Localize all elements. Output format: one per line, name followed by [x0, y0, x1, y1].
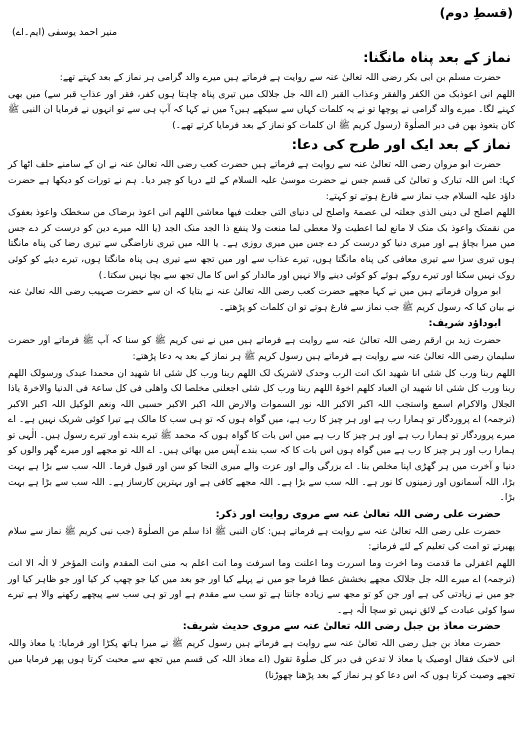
subheading-hazrat-ali: حضرت علی رضی اللہ تعالیٰ عنہ سے مروی روایت اور ذکر:: [215, 508, 501, 520]
paragraph: حضرت مسلم بن ابی بکر رضی اللہ تعالیٰ عنہ سے روایت ہے فرماتے ہیں میرے والد گرامی ہر نماز کے بعد کہتے تھے:: [59, 72, 501, 83]
author-line: منیر احمد یوسفی (ایم۔اے): [12, 27, 118, 38]
paragraph: حضرت ابو مروان رضی اللہ تعالیٰ عنہ سے روایت ہے فرماتے ہیں حضرت کعب رضی اللہ تعالیٰ عنہ نے ان کے سامنے حلف اٹھا کر کہا: اس اللہ تبارک و تعالیٰ کی قسم جس نے حضرت موسیٰ علیہ السلام کے لئے دریا کو چیر دیا۔ ہم نے تورات کو دیکھا ہے حضرت داؤد علیہ السلام جب نماز سے فارغ ہوتے تو کہتے:: [8, 159, 515, 202]
section-heading-another-dua: نماز کے بعد ایک اور طرح کی دعا:: [291, 137, 511, 154]
paragraph: ابو مروان فرماتے ہیں میں نے کہا مجھے حضرت کعب رضی اللہ تعالیٰ عنہ نے بتایا کہ ان سے حضرت صہیب رضی اللہ تعالیٰ عنہ نے بیان کیا کہ رسول کریم ﷺ جب نماز سے فارغ ہوتے تو ان کلمات کو پڑھتے۔: [8, 286, 515, 313]
section-heading-seeking-refuge: نماز کے بعد پناہ مانگنا:: [363, 50, 511, 66]
paragraph: حضرت زید بن ارقم رضی اللہ تعالیٰ عنہ سے روایت ہے فرماتے ہیں میں نے نبی کریم ﷺ کو سنا کہ آپ ﷺ فرماتے اور حضرت سلیمان رضی اللہ تعالیٰ عنہ سے روایت ہے فرماتے ہیں رسول کریم ﷺ ہر نماز کے بعد یہ دعا پڑھتے:: [8, 335, 515, 362]
paragraph-dua: اللھم ربنا ورب کل شئی انا شھید انک انت الرب وحدک لاشریک لک اللھم ربنا ورب کل شئی انا شھید ان محمدا عبدک ورسولک اللھم ربنا ورب کل شئی انا شھید ان العباد کلھم اخوۃ اللھم ربنا ورب کل شئی اجعلنی مخلصا لک واھلی فی کل ساعۃ فی الدنیا والاخرۃ یاذا الجلال والاکرام اسمع واستجب اللہ اکبر الاکبر اللہ نور السموات والارض اللہ اکبر الاکبر حسبی اللہ ونعم الوکیل اللہ اکبر الاکبر (ترجمہ) اے پروردگار تو ہمارا رب ہے اور ہر چیز کا رب ہے، میں گواہ ہوں کہ تو ہی سب کا مالک ہے تیرا کوئی شریک نہیں ہے۔ اے میرے پروردگار تو ہمارا رب ہے اور ہر چیز کا رب ہے میں اس بات کا گواہ ہوں کہ محمد ﷺ تیرے بندے اور تیرے رسول ہیں۔ الٰہی تو ہمارا رب اور ہر چیز کا رب ہے میں گواہ ہوں اس بات کا کہ سب بندے آپس میں بھائی ہیں۔ اے اللہ تو مجھے اور میرے گھر والوں کو دنیا و آخرت میں ہر گھڑی اپنا مخلص بنا۔ اے بزرگی والے اور عزت والے میری التجا کو سن اور قبول فرما۔ اللہ سب سے بڑا ہے بہت بڑا، اللہ آسمانوں اور زمینوں کا نور ہے۔ اللہ سب سے بڑا ہے۔ اللہ مجھے کافی ہے اور بہترین کارساز ہے۔ اللہ سب سے بڑا ہے بہت بڑا۔: [8, 367, 515, 504]
paragraph-dua: اللھم اصلح لی دینی الذی جعلتہ لی عصمۃ واصلح لی دنیای التی جعلت فیھا معاشی اللھم انی اعوذ برضاک من سخطک واعوذ بعفوک من نقمتک واعوذ بک منک لا مانع لما اعطیت ولا معطی لما منعت ولا ینفع ذا الجد منک الجد (یا اللہ میرے دین کو درست کر دے جس میں میرا بچاؤ ہے اور میری دنیا کو درست کر دے جس میں میری روزی ہے۔ یا اللہ میں تیری ناراضگی سے تیری رضا کی پناہ مانگتا ہوں تیری سزا سے تیری معافی کی پناہ مانگتا ہوں، تیرے عذاب سے اور میں تجھ سے تیری ہی پناہ مانگتا ہوں، تیرے دیئے کو کوئی روک نہیں سکتا اور تیرے روکے ہوئے کو کوئی دینے والا نہیں اور مالدار کو اس کا مال تجھ سے بچا نہیں سکتا۔): [8, 207, 515, 281]
paragraph: حضرت معاذ بن جبل رضی اللہ تعالیٰ عنہ سے روایت ہے فرماتے ہیں رسول کریم ﷺ نے میرا ہاتھ پکڑا اور فرمایا: یا معاذ واللہ انی لاحبک فقال اوصیک یا معاذ لا تدعن فی دبر کل صلٰوۃ تقول (اے معاذ اللہ کی قسم میں تجھ سے محبت کرتا ہوں پھر فرمایا میں تجھے وصیت کرتا ہوں کہ اس دعا کو ہر نماز کے بعد پڑھنا چھوڑنا): [8, 638, 515, 681]
subheading-abu-dawud: ابوداؤد شریف:: [428, 318, 501, 330]
paragraph-dua: اللھم اغفرلی ما قدمت وما اخرت وما اسررت وما اعلنت وما اسرفت وما انت اعلم بہ منی انت المقدم وانت المؤخر لا الٰہ الا انت (ترجمہ) اے میرے اللہ جل جلالک مجھے بخشش عطا فرما جو میں نے پہلے کیا اور جو بعد میں کیا جو چھپ کر کیا اور جو ظاہر کیا اور جو میں نے زیادتی کی ہے اور جن کو تو مجھ سے زیادہ جانتا ہے تو سب سے مقدم ہے اور تو ہی سب سے پیچھے رکھنے والا ہے تیرے سوا کوئی عبادت کے لائق نہیں تو سچا الٰہ ہے۔: [8, 558, 515, 616]
part-label: (قسطِ دوم): [439, 5, 513, 20]
subheading-muadh-bin-jabal: حضرت معاذ بن جبل رضی اللہ تعالیٰ عنہ سے مروی حدیث شریف:: [182, 621, 501, 633]
paragraph: حضرت علی رضی اللہ تعالیٰ عنہ سے روایت ہے فرماتے ہیں: کان النبی ﷺ اذا سلم من الصلٰوۃ (جب نبی کریم ﷺ نماز سے سلام پھیرتے تو امت کی تعلیم کے لئے فرماتے:: [8, 525, 515, 553]
paragraph-dua: اللھم انی اعوذبک من الکفر والفقر وعذاب القبر (اے اللہ جل جلالک میں تیری پناہ چاہتا ہوں کفر، فقر اور عذابِ قبر سے) میں بھی کہنے لگا۔ میرے والد گرامی نے پوچھا تو نے یہ کلمات کہاں سے سیکھے ہیں؟ میں نے کہا کہ آپ ہی سے تو انہوں نے فرمایا ان النبی ﷺ کان یتعوذ بھن فی دبر الصلٰوۃ (رسول کریم ﷺ ان کلمات کو نماز کے بعد فرمایا کرتے تھے۔): [8, 88, 515, 131]
